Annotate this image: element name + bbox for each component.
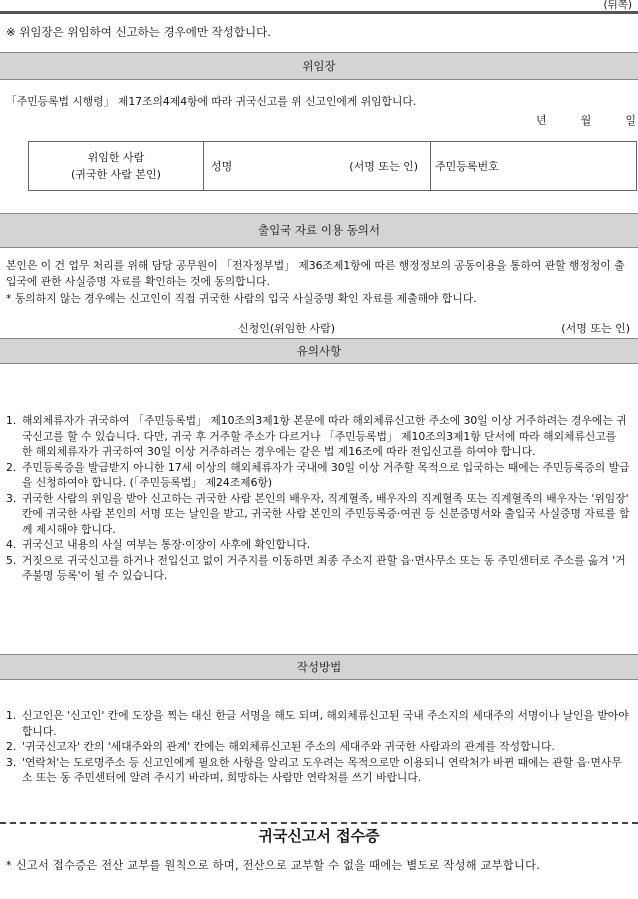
delegator-sublabel: (귀국한 사람 본인) — [71, 168, 161, 181]
delegator-label: 위임한 사람 — [87, 151, 145, 164]
precaution-item: 5. 거짓으로 귀국신고를 하거나 전입신고 없이 거주지를 이동하면 최종 주소지 관할 읍·면사무소 또는 동 주민센터로 주소를 옮겨 '거주불명 등록'이 될 수 있습니다. — [6, 553, 626, 582]
cut-line — [0, 822, 638, 824]
consent-body: 본인은 이 건 업무 처리를 위해 담당 공무원이 「전자정부법」 제36조제1항에 따른 행정정보의 공동이용을 통하여 관할 행정청이 출입국에 관한 사실증명 자료를 확인하는 것에 동의합니다. — [6, 259, 625, 288]
rrn-label: 주민등록번호 — [435, 160, 499, 173]
precautions-list — [6, 413, 630, 584]
sign-label: (서명 또는 인) — [349, 160, 418, 173]
instructions-title-bar — [0, 654, 638, 680]
receipt-note: * 신고서 접수증은 전산 교부를 원칙으로 하며, 전산으로 교부할 수 없을 때에는 별도로 작성해 교부합니다. — [6, 859, 541, 872]
delegation-notice: ※ 위임장은 위임하여 신고하는 경우에만 작성합니다. — [6, 25, 271, 39]
instruction-item: 1. 신고인은 '신고인' 칸에 도장을 찍는 대신 한글 서명을 해도 되며, 해외체류신고된 국내 주소지의 세대주의 서명이나 날인을 받아야 합니다. — [6, 709, 629, 738]
date-month-label: 월 — [580, 114, 592, 127]
date-year-label: 년 — [536, 114, 547, 127]
delegator-rrn-cell[interactable] — [431, 142, 636, 190]
instructions-title: 작성방법 — [296, 660, 342, 674]
back-side-label: (뒤쪽) — [603, 0, 632, 11]
delegation-signature-table — [28, 141, 637, 191]
delegation-statement: 「주민등록법 시행령」 제17조의4제4항에 따라 귀국신고를 위 신고인에게 위임합니다. — [6, 95, 417, 108]
delegation-title: 위임장 — [302, 59, 336, 73]
date-day-label: 일 — [625, 114, 636, 127]
precautions-title-bar — [0, 338, 638, 364]
consent-title-bar — [0, 213, 638, 248]
delegator-label-cell — [29, 142, 204, 190]
precaution-item: 2. 주민등록증을 발급받지 아니한 17세 이상의 해외체류자가 국내에 30일 이상 거주할 목적으로 입국하는 때에는 주민등록증의 발급을 신청하여야 합니다. (「주민등록법」 제24조제6항) — [6, 460, 630, 489]
instruction-item: 2. '귀국신고자' 칸의 '세대주와의 관계' 칸에는 해외체류신고된 주소의 세대주와 귀국한 사람과의 관계를 작성합니다. — [6, 740, 555, 753]
date-row — [536, 112, 636, 128]
instruction-item: 3. '연락처'는 도로명주소 등 신고인에게 필요한 사항을 알리고 도우려는 목적으로만 이용되니 연락처가 바뀐 때에는 관할 읍·면사무소 또는 동 주민센터에 알려 주시기 바라며, 희망하는 사람만 연락처를 쓰기 바랍니다. — [6, 755, 622, 784]
consent-note: * 동의하지 않는 경우에는 신고인이 직접 귀국한 사람의 입국 사실증명 확인 자료를 제출해야 합니다. — [6, 292, 477, 305]
delegation-title-bar — [0, 52, 638, 80]
precaution-item: 4. 귀국신고 내용의 사실 여부는 통장·이장이 사후에 확인합니다. — [6, 538, 311, 551]
receipt-title: 귀국신고서 접수증 — [258, 827, 380, 845]
name-label: 성명 — [211, 160, 233, 173]
delegator-name-cell[interactable] — [204, 142, 431, 190]
consent-title: 출입국 자료 이용 동의서 — [257, 223, 381, 237]
applicant-sign-label: (서명 또는 인) — [561, 322, 630, 335]
top-divider — [0, 11, 638, 14]
instructions-list — [6, 708, 630, 786]
precautions-title: 유의사항 — [296, 344, 342, 358]
applicant-label: 신청인(위임한 사람) — [238, 322, 336, 335]
precaution-item: 3. 귀국한 사람의 위임을 받아 신고하는 귀국한 사람 본인의 배우자, 직계혈족, 배우자의 직계혈족 또는 직계혈족의 배우자는 '위임장' 칸에 귀국한 사람 본인의 서명 또는 날인을 받고, 귀국한 사람 본인의 주민등록증·여권 등 신분증명서와 출입국 사실증명 자료를 함께 제시해야 합니다. — [6, 491, 630, 536]
precaution-item: 1. 해외체류자가 귀국하여 「주민등록법」 제10조의3제1항 본문에 따라 해외체류신고한 주소에 30일 이상 거주하려는 경우에는 귀국신고를 할 수 있습니다. 다만, 귀국 후 거주할 주소가 다르거나 「주민등록법」 제10조의3제1항 단서에 따라 해외체류신고를 한 해외체류자가 귀국하여 30일 이상 거주하려는 경우에는 같은 법 제16조에 따라 전입신고를 하여야 합니다. — [6, 414, 627, 458]
